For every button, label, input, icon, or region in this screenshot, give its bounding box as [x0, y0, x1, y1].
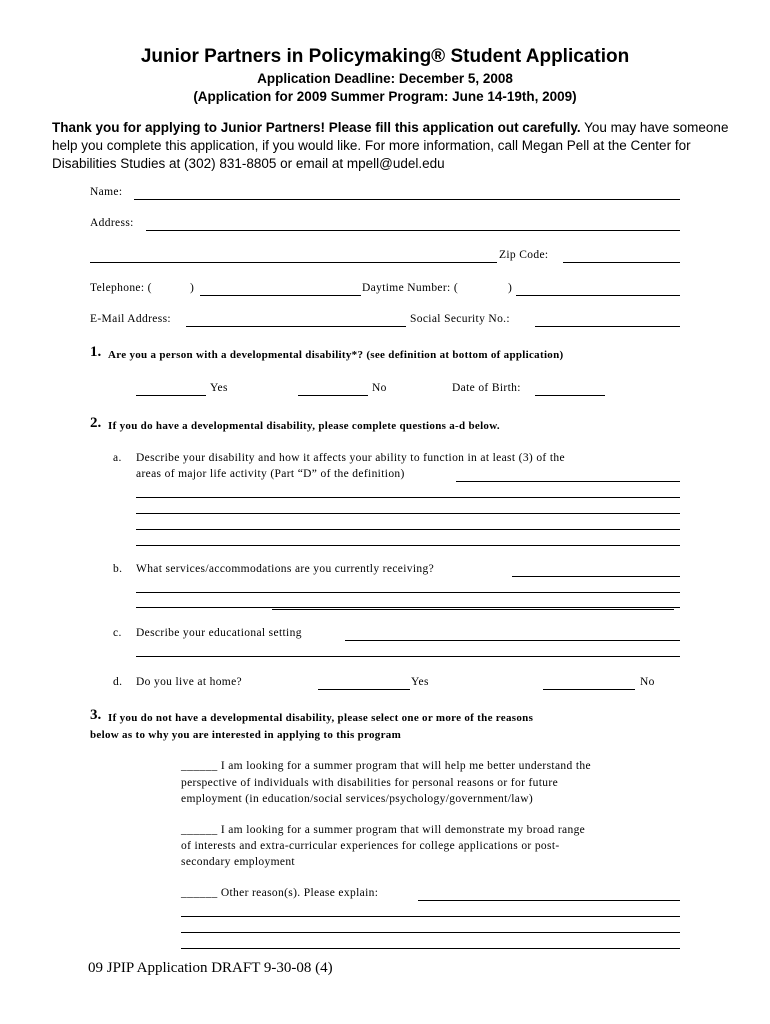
- telephone-label: Telephone: (: [90, 282, 152, 294]
- q3-option1-line3: employment (in education/social services/psychology/government/law): [181, 793, 534, 805]
- q2b-answer-line-3b: [272, 609, 674, 610]
- q3-explain-line-4[interactable]: [181, 948, 680, 949]
- q2d-label: d.: [113, 676, 123, 688]
- footer-text: 09 JPIP Application DRAFT 9-30-08 (4): [88, 960, 333, 976]
- q2-number: 2.: [90, 415, 102, 431]
- telephone-close-paren: ): [190, 282, 195, 294]
- q1-number: 1.: [90, 344, 102, 360]
- q1-no-label: No: [372, 382, 387, 394]
- application-deadline: Application Deadline: December 5, 2008: [257, 71, 513, 86]
- q2d-text: Do you live at home?: [136, 676, 243, 688]
- q3-option1-line2: perspective of individuals with disabilities for personal reasons or for future: [181, 777, 559, 789]
- email-label: E-Mail Address:: [90, 313, 171, 325]
- intro-rest: You may have someone help you complete this application, if you would like. For more information, call Megan Pell at the Center for Disabilities Studies at (302) 831-8805 or email at mpell@udel.edu: [52, 120, 729, 171]
- q2d-yes-label: Yes: [411, 676, 429, 688]
- q2a-answer-line-4[interactable]: [136, 529, 680, 530]
- intro-bold: Thank you for applying to Junior Partners! Please fill this application out carefully.: [52, 120, 581, 135]
- daytime-number-field[interactable]: [516, 295, 680, 296]
- ssn-label: Social Security No.:: [410, 313, 510, 325]
- q2a-text-line1: Describe your disability and how it affects your ability to function in at least (3) of the: [136, 452, 565, 464]
- q2a-answer-line-3[interactable]: [136, 513, 680, 514]
- q2b-label: b.: [113, 563, 123, 575]
- dob-label: Date of Birth:: [452, 382, 521, 394]
- q3-option2-line2: of interests and extra-curricular experiences for college applications or post-: [181, 840, 560, 852]
- q3-option1-line1[interactable]: ______ I am looking for a summer program that will help me better understand the: [181, 760, 591, 772]
- q2c-text: Describe your educational setting: [136, 627, 302, 639]
- q1-yes-field[interactable]: [136, 395, 206, 396]
- q2a-answer-line-1[interactable]: [456, 481, 680, 482]
- q3-option2-line1[interactable]: ______ I am looking for a summer program that will demonstrate my broad range: [181, 824, 586, 836]
- address-label: Address:: [90, 217, 134, 229]
- q1-no-field[interactable]: [298, 395, 368, 396]
- page-title: Junior Partners in Policymaking® Student Application: [140, 46, 630, 67]
- q2d-yes-field[interactable]: [318, 689, 410, 690]
- ssn-field[interactable]: [535, 326, 680, 327]
- q3-text-line1: If you do not have a developmental disability, please select one or more of the reasons: [108, 712, 534, 724]
- q1-yes-label: Yes: [210, 382, 228, 394]
- q2b-answer-line-2[interactable]: [136, 592, 680, 593]
- q3-option3-text[interactable]: ______ Other reason(s). Please explain:: [181, 887, 379, 899]
- q2a-text-line2: areas of major life activity (Part “D” of the definition): [136, 468, 405, 480]
- q3-explain-line-1[interactable]: [418, 900, 680, 901]
- telephone-field[interactable]: [200, 295, 361, 296]
- dob-field[interactable]: [535, 395, 605, 396]
- name-field[interactable]: [134, 199, 680, 200]
- intro-paragraph: [52, 119, 732, 173]
- q2a-answer-line-2[interactable]: [136, 497, 680, 498]
- name-label: Name:: [90, 186, 123, 198]
- q2a-answer-line-5[interactable]: [136, 545, 680, 546]
- email-field[interactable]: [186, 326, 406, 327]
- q3-explain-line-2[interactable]: [181, 916, 680, 917]
- address-field[interactable]: [146, 230, 680, 231]
- q2b-answer-line-3[interactable]: [136, 607, 680, 608]
- q1-text: Are you a person with a developmental disability*? (see definition at bottom of application): [108, 349, 564, 361]
- q2c-label: c.: [113, 627, 122, 639]
- program-dates: (Application for 2009 Summer Program: June 14-19th, 2009): [193, 89, 577, 104]
- daytime-number-label: Daytime Number: (: [362, 282, 459, 294]
- daytime-close-paren: ): [508, 282, 513, 294]
- q2-text: If you do have a developmental disability, please complete questions a-d below.: [108, 420, 500, 432]
- q3-option2-line3: secondary employment: [181, 856, 295, 868]
- q2d-no-field[interactable]: [543, 689, 635, 690]
- address-line-2-field[interactable]: [90, 262, 497, 263]
- q2c-answer-line-2[interactable]: [136, 656, 680, 657]
- q2b-answer-line-1[interactable]: [512, 576, 680, 577]
- q2a-label: a.: [113, 452, 122, 464]
- q3-number: 3.: [90, 707, 102, 723]
- q2b-text: What services/accommodations are you currently receiving?: [136, 563, 435, 575]
- q3-explain-line-3[interactable]: [181, 932, 680, 933]
- q3-text-line2: below as to why you are interested in applying to this program: [90, 729, 402, 741]
- zip-field[interactable]: [563, 262, 680, 263]
- q2d-no-label: No: [640, 676, 655, 688]
- q2c-answer-line-1[interactable]: [345, 640, 680, 641]
- zip-label: Zip Code:: [499, 249, 549, 261]
